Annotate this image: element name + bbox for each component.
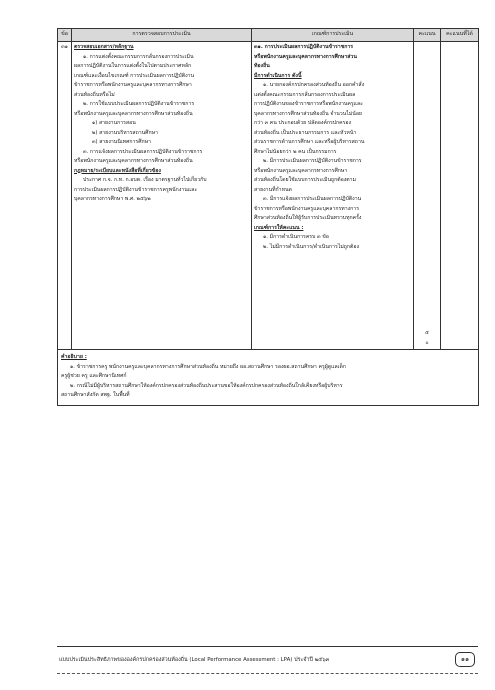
table-row [58, 42, 479, 350]
notes-lines [61, 363, 475, 401]
criteria-line: ท้องถิ่น [254, 63, 270, 69]
topic-line: ๒) สายงานบริหารสถานศึกษา [92, 129, 158, 136]
topic-line: ๑) สายงานการสอน [92, 120, 136, 126]
notes-row [58, 350, 479, 406]
score-received-cell [441, 42, 479, 350]
criteria-line: หรือพนักงานครูและบุคลากรทางการศึกษา [254, 167, 348, 174]
note-line: สถานศึกษาสังกัด สพฐ. ในพื้นที่ [61, 392, 130, 398]
topic-line: ตรวจสอบเอกสาร/หลักฐาน [74, 44, 134, 50]
criteria-line: การปฏิบัติงานของข้าราชการหรือพนักงานครูและ [254, 101, 363, 107]
notes-title: คำอธิบาย : [61, 354, 87, 360]
topic-line: หรือพนักงานครูและบุคลากรทางการศึกษาส่วนท้องถิ่น [74, 158, 193, 164]
score-value-full: ๕ [425, 330, 429, 336]
criteria-line: บุคลากรทางการศึกษาส่วนท้องถิ่น จำนวนไม่น้อย [254, 110, 362, 117]
criteria-line: หรือพนักงานครูและบุคลากรทางการศึกษาส่วน [254, 53, 357, 60]
criteria-line: สายงานที่กำหนด [254, 186, 292, 193]
page-number: ๑๑ [455, 652, 475, 667]
criteria-line: ส่วนราชการด้านการศึกษา และหรือผู้บริหารสถาน [254, 139, 365, 145]
score-cell [414, 42, 441, 350]
topic-line: เกณฑ์และเงื่อนไขเกณฑ์ การประเมินผลการปฏิบัติงาน [74, 72, 195, 79]
criteria-line: ๒. มีการประเมินผลการปฏิบัติงานข้าราชการ [263, 158, 362, 164]
note-line: ครูผู้ช่วย ครู และศึกษานิเทศก์ [61, 373, 127, 379]
criteria-line: เกณฑ์การให้คะแนน : [254, 224, 304, 231]
topic-line: ๑. การแต่งตั้งคณะกรรมการกลั่นกรองการประเมิน [83, 53, 194, 60]
topic-line: ๒. การใช้แบบประเมินผลการปฏิบัติงานข้าราชการ [83, 101, 195, 107]
criteria-lines [254, 43, 411, 252]
table-header-row [58, 29, 479, 42]
note-line: ๒. กรณีไม่มีผู้บริหารสถานศึกษาให้องค์กรปกครองส่วนท้องถิ่นประสานขอให้องค์กรปกครองส่วนท้องถิ่นใกล้เคียงหรือผู้บริหาร [70, 382, 343, 389]
criteria-cell [252, 42, 414, 350]
assessment-table [57, 28, 479, 406]
criteria-line: ส่วนท้องถิ่น เป็นประธานกรรมการ และหัวหน้า [254, 129, 357, 136]
criteria-line: แต่งตั้งคณะกรรมการกลั่นกรองการประเมินผล [254, 91, 356, 98]
score-spacer [416, 43, 438, 329]
topic-line: การประเมินผลการปฏิบัติงานข้าราชการครูพนักงานและ [74, 186, 198, 193]
topic-line: ประกาศ ก.จ. ก.ท. ก.อบต. เรื่อง มาตรฐานทั่วไปเกี่ยวกับ [83, 177, 207, 183]
topic-lines [74, 43, 249, 205]
topic-line: ข้าราชการหรือพนักงานครูและบุคลากรทางการศึกษา [74, 82, 192, 88]
score-value-zero: ๐ [425, 339, 429, 346]
topic-cell [72, 42, 252, 350]
criteria-line: ข้าราชการหรือพนักงานครูและบุคลากรทางการ [254, 205, 359, 212]
header-criteria: เกณฑ์การประเมิน [252, 29, 414, 42]
header-score-received: คะแนนที่ได้ [441, 29, 479, 42]
row-number: ๓๑ [58, 42, 72, 350]
page-footer [57, 646, 478, 674]
criteria-line: ๓. มีการแจ้งผลการประเมินผลการปฏิบัติงาน [263, 196, 362, 202]
criteria-line: ศึกษาส่วนท้องถิ่นให้ผู้รับการประเมินทราบทุกครั้ง [254, 215, 362, 221]
criteria-line: ๒. ไม่มีการดำเนินการ/ดำเนินการไม่ถูกต้อง [263, 243, 360, 250]
criteria-line: ๑. นายกองค์กรปกครองส่วนท้องถิ่น ออกคำสั่ง [263, 82, 365, 88]
criteria-line: มีการดำเนินการ ดังนี้ [254, 72, 302, 79]
topic-line: บุคลากรทางการศึกษา พ.ศ. ๒๕๖๒ [74, 196, 151, 202]
topic-line: ส่วนท้องถิ่นหรือไม่ [74, 91, 115, 98]
criteria-line: ส่วนท้องถิ่นโดยใช้แบบการประเมินถูกต้องตาม [254, 177, 357, 183]
footer-text: แบบประเมินประสิทธิภาพขององค์กรปกครองส่วนท้องถิ่น (Local Performance Assessment : LPA) ประจำปี ๒๕๖๓ [59, 657, 330, 663]
topic-line: ๓. การแจ้งผลการประเมินผลการปฏิบัติงานข้าราชการ [83, 148, 203, 155]
criteria-line: ศึกษาไม่น้อยกว่า ๒ คน เป็นกรรมการ [254, 148, 337, 155]
topic-line: หรือพนักงานครูและบุคลากรทางการศึกษาส่วนท้องถิ่น [74, 110, 193, 117]
topic-line: ๓) สายงานนิเทศการศึกษา [92, 139, 151, 145]
notes-cell [58, 350, 479, 406]
criteria-line: ๓๑. การประเมินผลการปฏิบัติงานข้าราชการ [254, 44, 354, 50]
criteria-line: กว่า ๓ คน ประกอบด้วย ปลัดองค์กรปกครอง [254, 120, 352, 126]
topic-line: กฎหมาย/ระเบียบและหนังสือที่เกี่ยวข้อง [74, 167, 161, 174]
header-topic: การตรวจสอบการประเมิน [72, 29, 252, 42]
header-score: คะแนน [414, 29, 441, 42]
header-no: ข้อ [58, 29, 72, 42]
note-line: ๑. ข้าราชการครู พนักงานครูและบุคลากรทางการศึกษาส่วนท้องถิ่น หมายถึง ผอ.สถานศึกษา รองผอ.สถานศึกษา ครูผู้ดูแลเด็ก [70, 363, 346, 370]
topic-line: ผลการปฏิบัติงานในการแต่งตั้งในไปตามประกาศหลัก [74, 63, 192, 69]
criteria-line: ๑. มีการดำเนินการครบ ๓ ข้อ [263, 234, 329, 240]
